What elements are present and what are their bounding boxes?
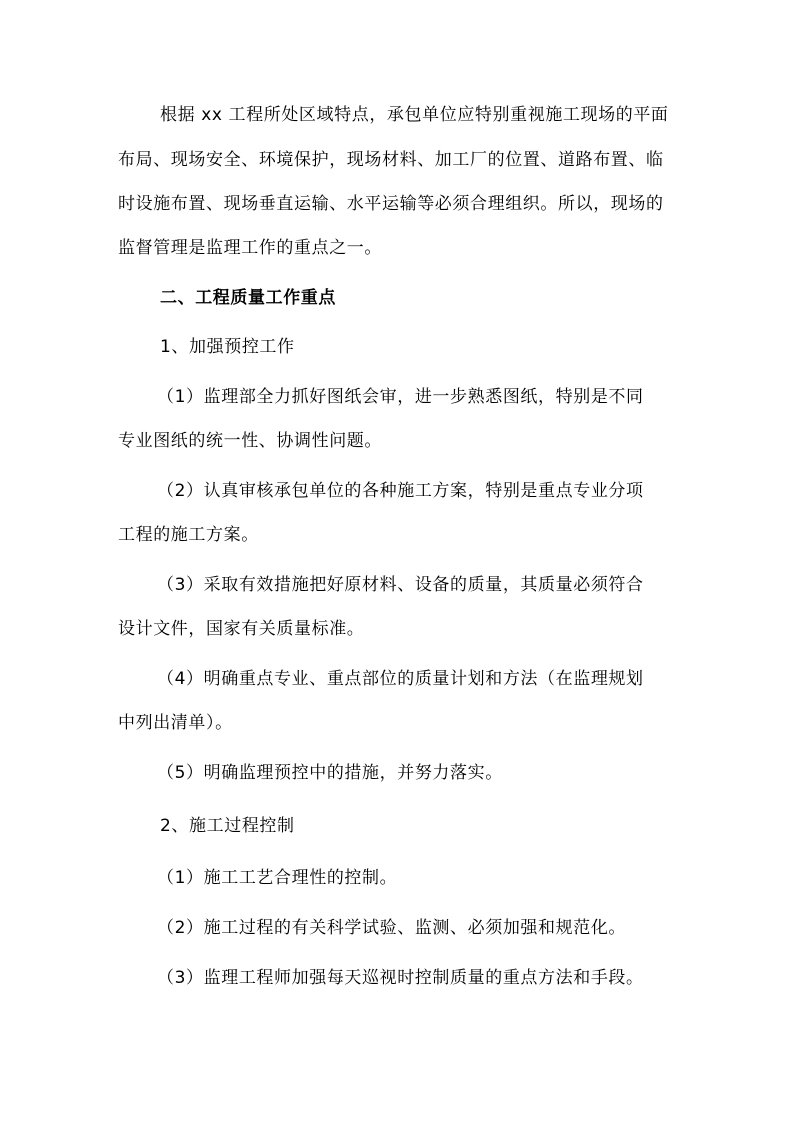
sub-heading-2: 2、施工过程控制 xyxy=(160,816,295,836)
item-5: （5）明确监理预控中的措施，并努力落实。 xyxy=(157,763,503,783)
item-1-line-2: 专业图纸的统一性、协调性问题。 xyxy=(118,431,382,451)
process-item-2: （2）施工过程的有关科学试验、监测、必须加强和规范化。 xyxy=(157,918,627,938)
item-3-line-2: 设计文件，国家有关质量标准。 xyxy=(118,619,365,639)
section-heading: 二、工程质量工作重点 xyxy=(160,288,336,308)
intro-line-1: 根据 xx 工程所处区域特点，承包单位应特别重视施工现场的平面 xyxy=(160,105,669,125)
process-item-1: （1）施工工艺合理性的控制。 xyxy=(157,868,398,888)
item-4-line-2: 中列出清单）。 xyxy=(118,713,233,733)
item-3-line-1: （3）采取有效措施把好原材料、设备的质量，其质量必须符合 xyxy=(157,575,644,595)
intro-line-2: 布局、现场安全、环境保护，现场材料、加工厂的位置、道路布置、临 xyxy=(118,150,664,170)
item-4-line-1: （4）明确重点专业、重点部位的质量计划和方法（在监理规划 xyxy=(157,669,644,689)
sub-heading-1: 1、加强预控工作 xyxy=(160,337,295,357)
item-1-line-1: （1）监理部全力抓好图纸会审，进一步熟悉图纸，特别是不同 xyxy=(157,387,644,407)
intro-line-3: 时设施布置、现场垂直运输、水平运输等必须合理组织。所以，现场的 xyxy=(118,194,664,214)
item-2-line-1: （2）认真审核承包单位的各种施工方案，特别是重点专业分项 xyxy=(157,481,644,501)
intro-line-4: 监督管理是监理工作的重点之一。 xyxy=(118,238,382,258)
process-item-3: （3）监理工程师加强每天巡视时控制质量的重点方法和手段。 xyxy=(157,968,644,988)
item-2-line-2: 工程的施工方案。 xyxy=(118,525,259,545)
